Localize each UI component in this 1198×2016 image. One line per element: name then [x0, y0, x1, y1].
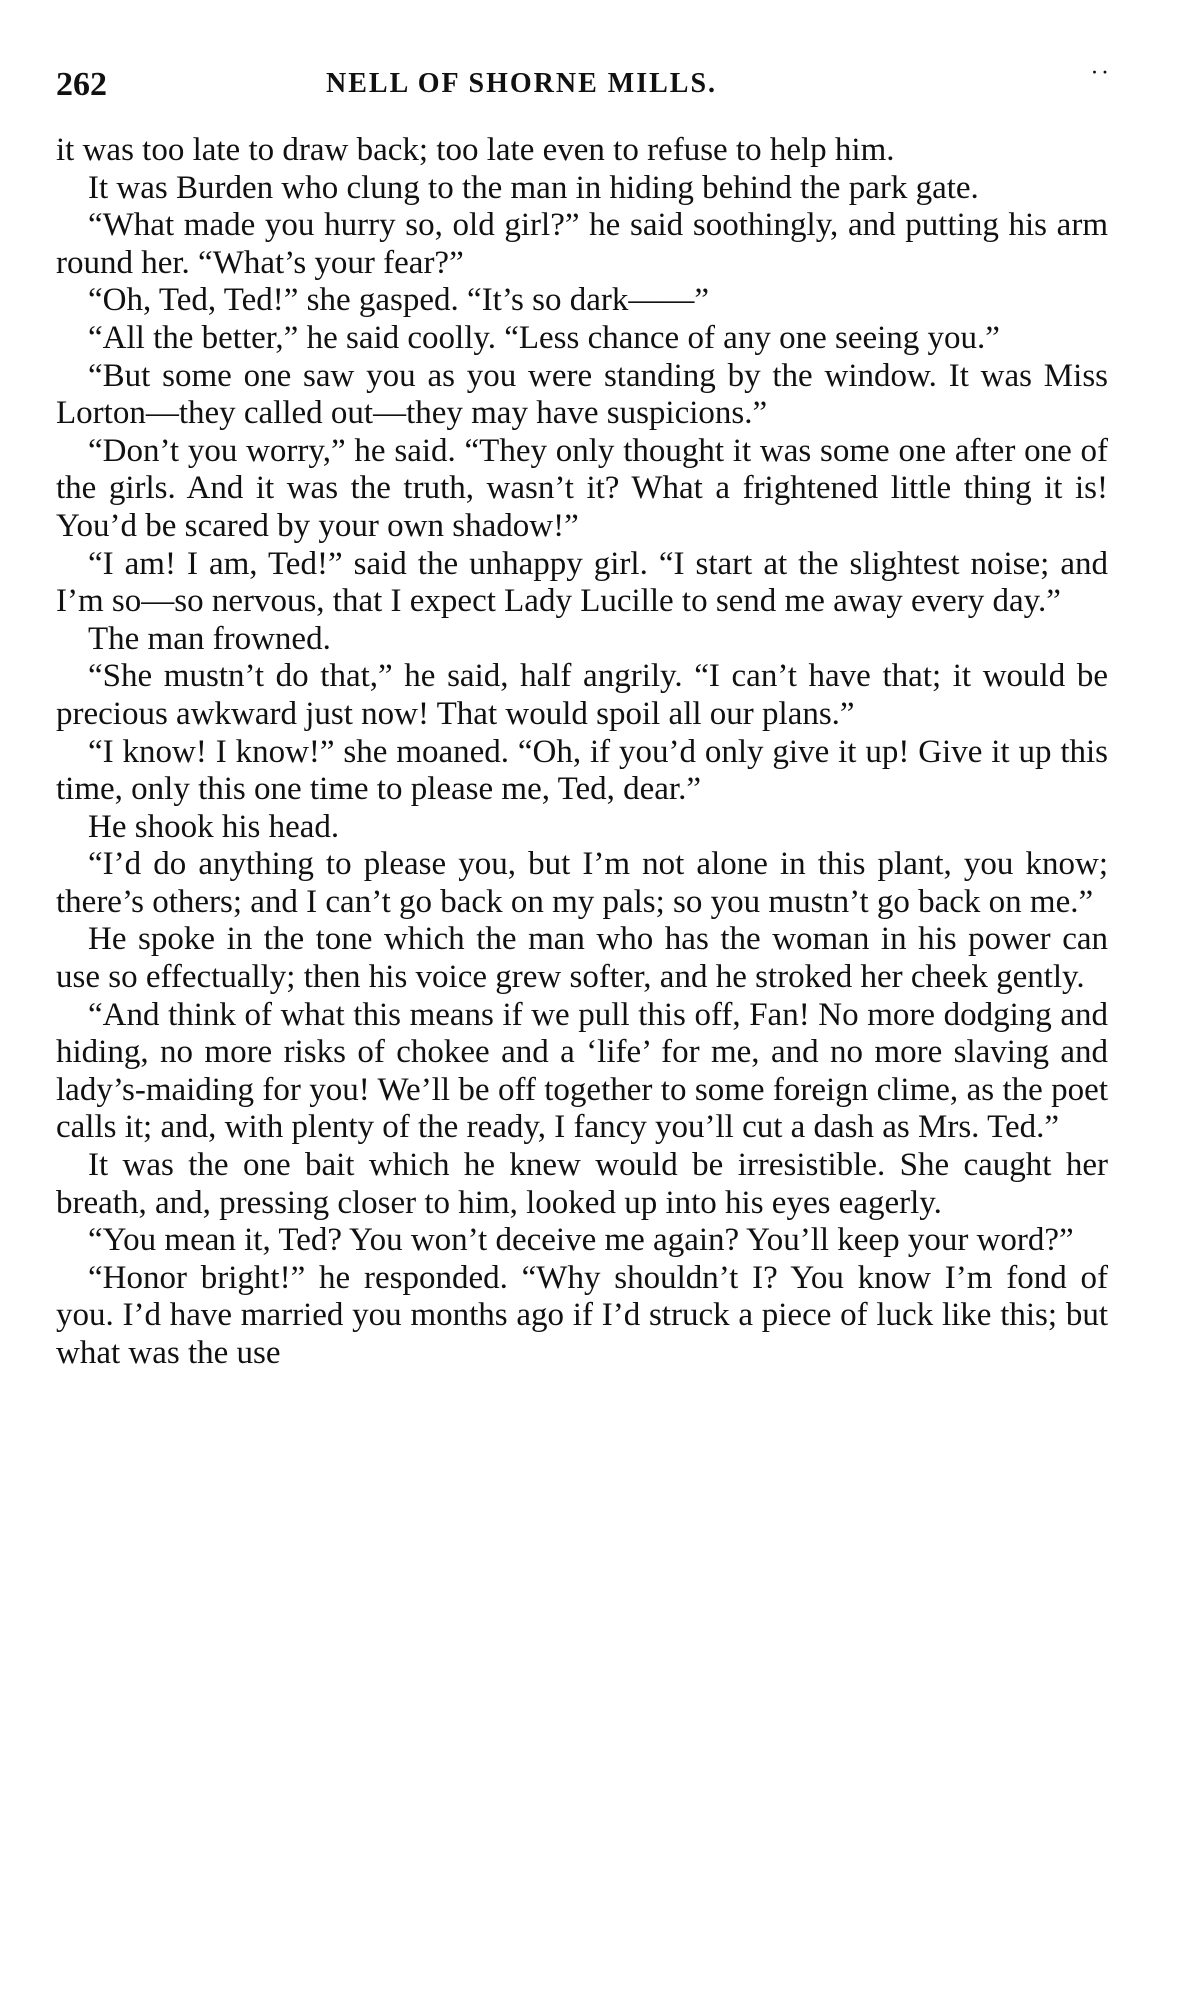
paragraph: “She mustn’t do that,” he said, half angrily. “I can’t have that; it would be precious awkward just now! That would spoil all our plans.”	[56, 658, 1108, 732]
paragraph: “Don’t you worry,” he said. “They only thought it was some one after one of the girls. And it was the truth, wasn’t it? What a frightened little thing it is! You’d be scared by your own shadow!”	[56, 432, 1108, 544]
paragraph: “I’d do anything to please you, but I’m not alone in this plant, you know; there’s others; and I can’t go back on my pals; so you mustn’t go back on me.”	[56, 846, 1108, 920]
paragraph: “But some one saw you as you were standing by the window. It was Miss Lorton—they called out—they may have suspicions.”	[56, 357, 1108, 432]
paragraph: “I know! I know!” she moaned. “Oh, if you’d only give it up! Give it up this time, only this one time to please me, Ted, dear.”	[56, 733, 1108, 808]
paragraph: The man frowned.	[88, 620, 331, 657]
paragraph: “I am! I am, Ted!” said the unhappy girl. “I start at the slightest noise; and I’m so—so nervous, that I expect Lady Lucille to send me away every day.”	[56, 545, 1108, 620]
paragraph: “You mean it, Ted? You won’t deceive me again? You’ll keep your word?”	[88, 1222, 1074, 1259]
body-text	[56, 132, 1108, 1373]
book-page	[56, 58, 1108, 1373]
running-head	[56, 58, 1108, 118]
paragraph: “And think of what this means if we pull this off, Fan! No more dodging and hiding, no more risks of chokee and a ‘life’ for me, and no more slaving and lady’s-maiding for you! We’ll be off together to some foreign clime, as the poet calls it; and, with plenty of the ready, I fancy you’ll cut a dash as Mrs. Ted.”	[56, 996, 1108, 1146]
paragraph: It was Burden who clung to the man in hiding behind the park gate.	[88, 169, 979, 206]
paragraph: He shook his head.	[88, 808, 340, 845]
corner-mark: · ·	[1091, 62, 1108, 82]
paragraph: it was too late to draw back; too late even to refuse to help him.	[56, 132, 895, 168]
paragraph: “All the better,” he said coolly. “Less chance of any one seeing you.”	[88, 319, 1000, 356]
running-title: NELL OF SHORNE MILLS.	[326, 68, 718, 99]
paragraph: “Honor bright!” he responded. “Why shouldn’t I? You know I’m fond of you. I’d have married you months ago if I’d struck a piece of luck like this; but what was the use	[56, 1259, 1108, 1371]
page-number: 262	[56, 66, 107, 103]
paragraph: It was the one bait which he knew would be irresistible. She caught her breath, and, pressing closer to him, looked up into his eyes eagerly.	[56, 1147, 1108, 1221]
paragraph: He spoke in the tone which the man who has the woman in his power can use so effectually; then his voice grew softer, and he stroked her cheek gently.	[56, 921, 1108, 996]
paragraph: “Oh, Ted, Ted!” she gasped. “It’s so dark——”	[88, 282, 709, 319]
paragraph: “What made you hurry so, old girl?” he said soothingly, and putting his arm round her. “What’s your fear?”	[56, 207, 1108, 281]
